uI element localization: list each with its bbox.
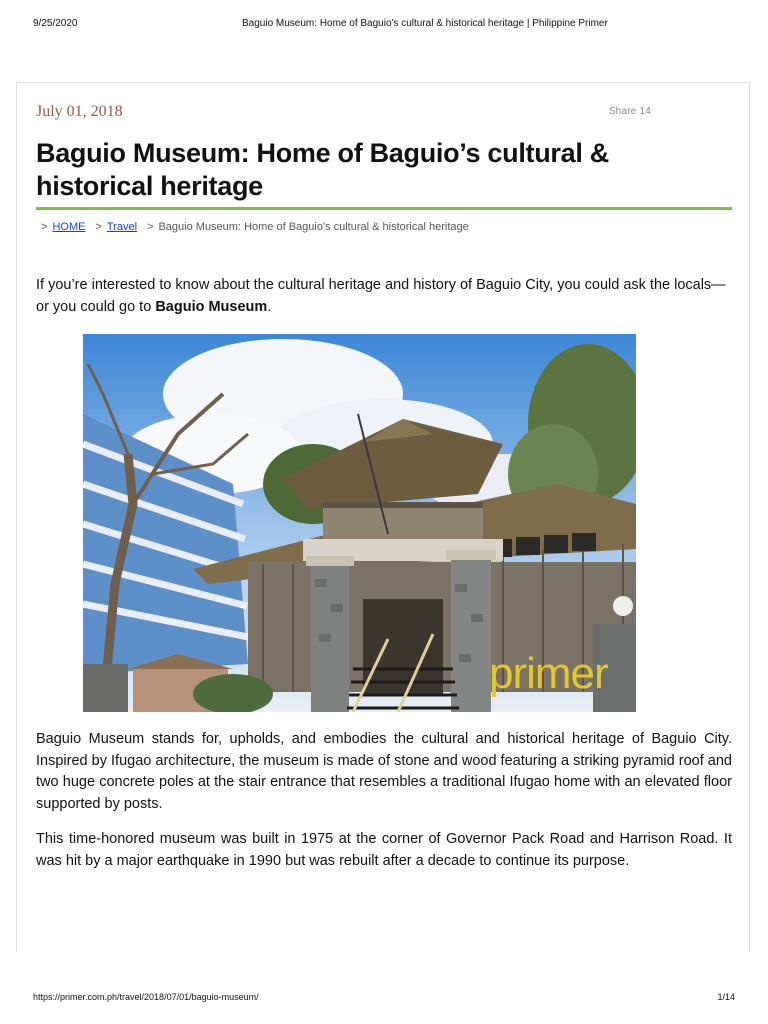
article-headline: Baguio Museum: Home of Baguio’s cultural & historical heritage (36, 138, 609, 201)
breadcrumb-home-link[interactable]: HOME (52, 221, 86, 233)
breadcrumb-travel-link[interactable]: Travel (106, 221, 138, 233)
intro-end: . (267, 298, 272, 315)
breadcrumb (41, 221, 469, 233)
intro-bold-museum: Baguio Museum (155, 298, 268, 315)
breadcrumb-separator: > (147, 221, 154, 233)
print-page-number: 1/14 (717, 992, 735, 1002)
print-date: 9/25/2020 (33, 18, 78, 29)
body-paragraph-3: This time-honored museum was built in 1975 at the corner of Governor Pack Road and Harrison Road. It was hit by a major earthquake in 1990 but was rebuilt after a decade to continue its purpose. (36, 831, 732, 869)
share-link[interactable]: Share 14 (608, 106, 651, 117)
museum-photo (83, 334, 636, 712)
breadcrumb-separator: > (41, 221, 48, 233)
breadcrumb-current: Baguio Museum: Home of Baguio's cultural & historical heritage (158, 221, 469, 233)
primer-watermark-logo: primer (489, 649, 608, 698)
intro-paragraph (36, 275, 732, 318)
breadcrumb-separator: > (95, 221, 102, 233)
headline-divider (36, 207, 732, 210)
intro-text: If you’re interested to know about the cultural heritage and history of Baguio City, you could ask the locals—or you could go to (36, 277, 726, 315)
body-paragraph-2: Baguio Museum stands for, upholds, and embodies the cultural and historical heritage of Baguio City. Inspired by Ifugao architecture, the museum is made of stone and wood featuring a striking pyramid roof and two huge concrete poles at the stair entrance that resembles a traditional Ifugao home with an elevated floor supported by posts. (36, 731, 732, 812)
print-page-title: Baguio Museum: Home of Baguio's cultural & historical heritage | Philippine Primer (242, 18, 608, 29)
publish-date: July 01, 2018 (36, 103, 123, 120)
article-card (16, 82, 750, 952)
print-url: https://primer.com.ph/travel/2018/07/01/baguio-museum/ (33, 992, 259, 1002)
